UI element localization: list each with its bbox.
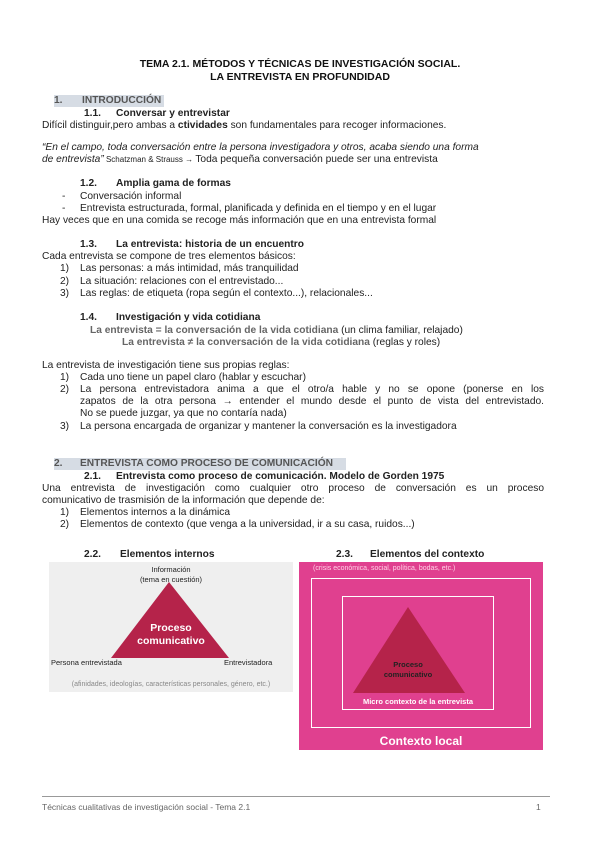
list-item: Elementos de contexto (que venga a la universidad, ir a su casa, ruidos...): [80, 519, 415, 530]
paragraph-1-2-note: Hay veces que en una comida se recoge más información que en una entrevista formal: [42, 215, 437, 226]
list-item: La situación: relaciones con el entrevistado...: [80, 276, 284, 287]
micro-context-label: Micro contexto de la entrevista: [362, 697, 474, 706]
list-number: 1): [60, 507, 70, 518]
subsection-1-4-title: Investigación y vida cotidiana: [116, 312, 261, 323]
paragraph-2-1-line2: comunicativo de trasmisión de la información que depende de:: [42, 495, 325, 506]
list-item-line: zapatos de la otra persona → entender el mundo desde el punto de vista del entrevistado.: [80, 396, 544, 407]
macro-context-label: (crisis económica, social, política, bodas, etc.): [313, 565, 456, 572]
subsection-2-2-number: 2.2.: [84, 549, 101, 560]
list-number: 2): [60, 276, 70, 287]
context-process-label: Proceso comunicativo: [383, 660, 433, 679]
subsection-1-1-number: 1.1.: [84, 108, 101, 119]
process-label: Proceso comunicativo: [137, 622, 205, 647]
rules-intro: La entrevista de investigación tiene sus propias reglas:: [42, 360, 290, 371]
micro-context-frame: [342, 596, 494, 710]
list-number: 3): [60, 421, 70, 432]
list-number: 2): [60, 519, 70, 530]
equation-line1: La entrevista = la conversación de la vida cotidiana (un clima familiar, relajado): [90, 325, 463, 336]
subsection-1-2-number: 1.2.: [80, 178, 97, 189]
list-number: 3): [60, 288, 70, 299]
subsection-1-3-number: 1.3.: [80, 239, 97, 250]
section-1-title: INTRODUCCIÓN: [82, 95, 162, 106]
list-item: Conversación informal: [80, 191, 182, 202]
context-triangle-shape: [353, 607, 465, 693]
list-item-line: No se puede juzgar, ya que no contaría nada): [80, 408, 287, 419]
section-1-header: [54, 95, 164, 107]
bullet-dash: -: [62, 191, 66, 202]
paragraph-2-1-line1: Una entrevista de investigación como cualquier otro proceso de conversación es un proceso: [42, 483, 544, 494]
quote-line2: de entrevista” Schatzman & Strauss → Toda pequeña conversación puede ser una entrevista: [42, 154, 438, 165]
section-2-number: 2.: [54, 458, 63, 469]
paragraph-1-1: Difícil distinguir,pero ambas a ctividades son fundamentales para recoger informaciones.: [42, 120, 447, 131]
subsection-1-3-title: La entrevista: historia de un encuentro: [116, 239, 304, 250]
footer-divider: [42, 796, 550, 797]
internal-elements-diagram: [49, 562, 293, 692]
section-1-number: 1.: [54, 95, 63, 106]
subsection-1-4-number: 1.4.: [80, 312, 97, 323]
page-number: 1: [536, 802, 541, 812]
list-item: Cada uno tiene un papel claro (hablar y escuchar): [80, 372, 306, 383]
subsection-1-2-title: Amplia gama de formas: [116, 178, 231, 189]
list-number: 1): [60, 372, 70, 383]
context-elements-diagram: [299, 562, 543, 750]
section-2-title: ENTREVISTA COMO PROCESO DE COMUNICACIÓN: [80, 458, 333, 469]
footer-text: Técnicas cualitativas de investigación social - Tema 2.1: [42, 802, 251, 812]
subsection-1-1-title: Conversar y entrevistar: [116, 108, 230, 119]
subsection-2-1-number: 2.1.: [84, 471, 101, 482]
attributes-label: (afinidades, ideologías, características personales, género, etc.): [71, 681, 271, 688]
context-triangle-svg: [343, 597, 493, 709]
section-2-header: [54, 458, 346, 470]
local-context-label: Contexto local: [379, 734, 463, 748]
list-item: Las reglas: de etiqueta (ropa según el contexto...), relacionales...: [80, 288, 373, 299]
quote-line1: “En el campo, toda conversación entre la persona investigadora y otros, acaba siendo una forma: [42, 142, 479, 153]
list-item: Las personas: a más intimidad, más tranquilidad: [80, 263, 299, 274]
list-number: 1): [60, 263, 70, 274]
equation-line2: La entrevista ≠ la conversación de la vida cotidiana (reglas y roles): [122, 337, 441, 348]
bullet-dash: -: [62, 203, 66, 214]
interviewer-label: Entrevistadora: [224, 658, 273, 667]
list-item-line: La persona entrevistadora anima a que el otro/a hable y no se opone (ponerse en los: [80, 384, 544, 395]
subsection-2-1-title: Entrevista como proceso de comunicación. Modelo de Gorden 1975: [116, 471, 445, 482]
info-label: Información (tema en cuestión): [139, 565, 203, 584]
subsection-2-3-title: Elementos del contexto: [370, 549, 485, 560]
list-number: 2): [60, 384, 70, 395]
paragraph-1-3-intro: Cada entrevista se compone de tres elementos básicos:: [42, 251, 296, 262]
doc-title-line2: LA ENTREVISTA EN PROFUNDIDAD: [210, 71, 390, 83]
interviewee-label: Persona entrevistada: [51, 658, 122, 667]
list-item: Entrevista estructurada, formal, planificada y definida en el tiempo y en el lugar: [80, 203, 437, 214]
subsection-2-2-title: Elementos internos: [120, 549, 215, 560]
list-item: Elementos internos a la dinámica: [80, 507, 231, 518]
subsection-2-3-number: 2.3.: [336, 549, 353, 560]
list-item: La persona encargada de organizar y mantener la conversación es la investigadora: [80, 421, 457, 432]
doc-title-line1: TEMA 2.1. MÉTODOS Y TÉCNICAS DE INVESTIGACIÓN SOCIAL.: [139, 58, 461, 70]
